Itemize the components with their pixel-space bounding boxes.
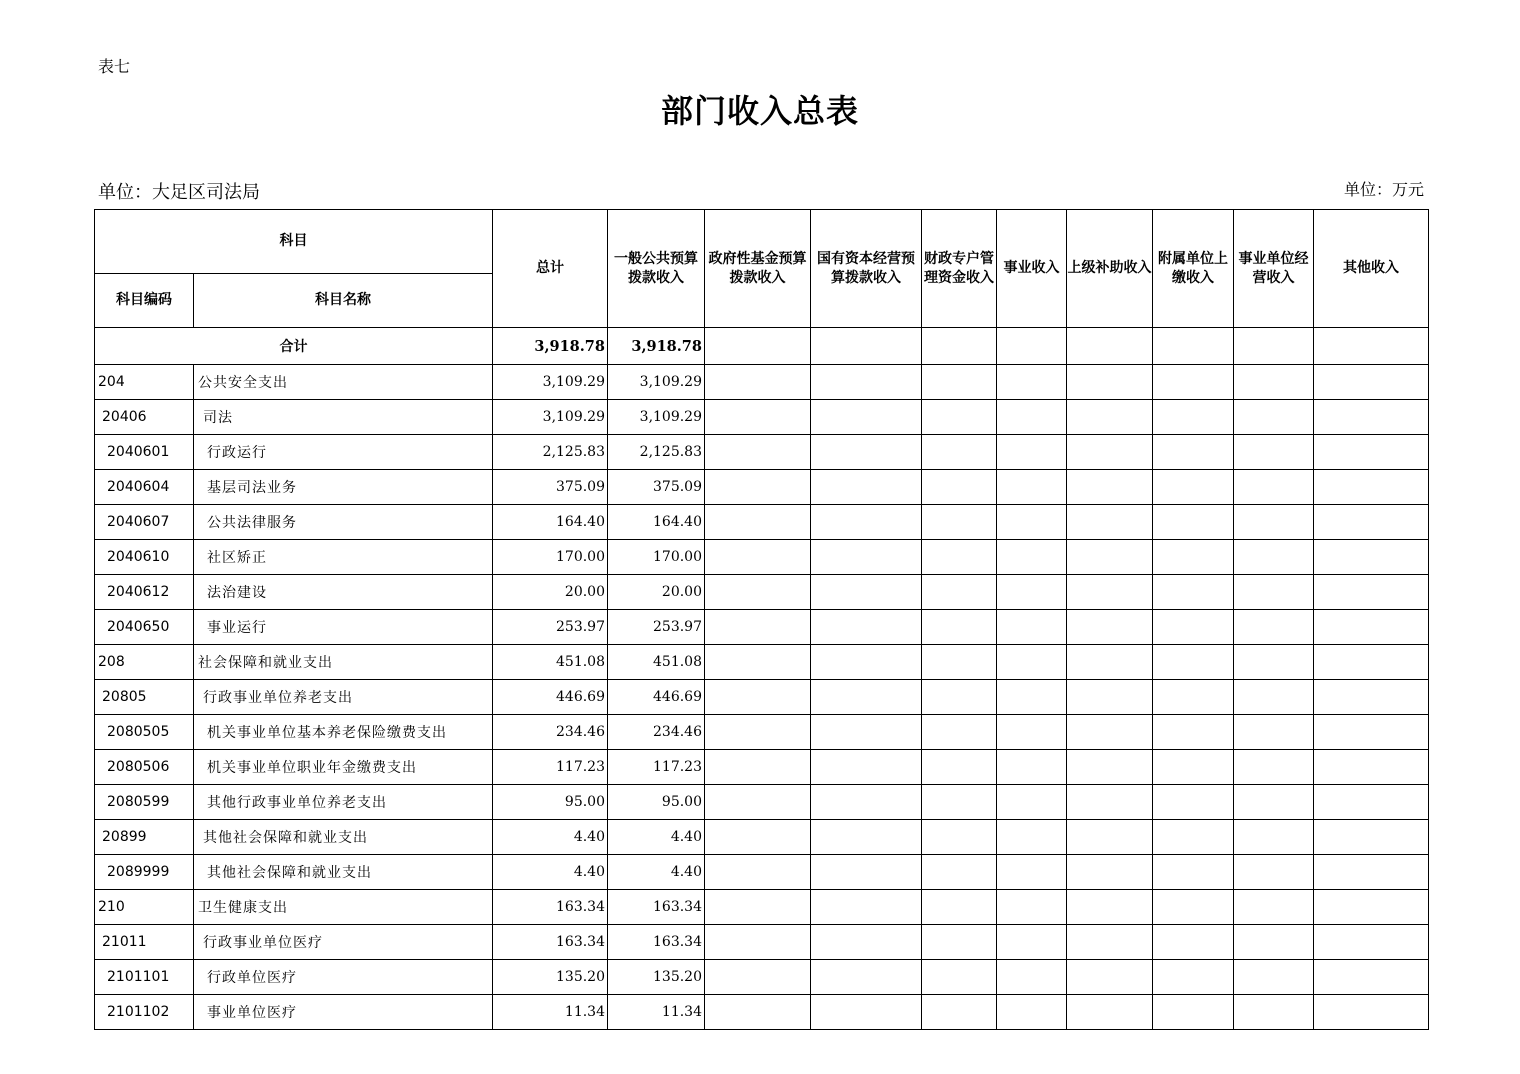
- empty-cell: [922, 820, 997, 855]
- empty-cell: [997, 960, 1067, 995]
- empty-cell: [1153, 925, 1234, 960]
- empty-cell: [922, 610, 997, 645]
- subject-code-cell: 208: [95, 645, 194, 680]
- empty-cell: [997, 925, 1067, 960]
- subject-name-cell: 其他社会保障和就业支出: [194, 820, 493, 855]
- subject-name-cell: 事业运行: [194, 610, 493, 645]
- empty-cell: [997, 890, 1067, 925]
- empty-cell: [1234, 610, 1314, 645]
- subject-name-cell: 行政单位医疗: [194, 960, 493, 995]
- general-budget-cell: 2,125.83: [608, 435, 705, 470]
- empty-cell: [1314, 925, 1429, 960]
- subject-code-cell: 210: [95, 890, 194, 925]
- empty-cell: [1153, 610, 1234, 645]
- subject-code-cell: 2040601: [95, 435, 194, 470]
- subject-code-cell: 2040650: [95, 610, 194, 645]
- table-row: [95, 505, 1429, 540]
- subject-code-cell: 20805: [95, 680, 194, 715]
- empty-cell: [1067, 505, 1153, 540]
- total-cell: 163.34: [493, 925, 608, 960]
- empty-cell: [922, 470, 997, 505]
- empty-cell: [705, 610, 811, 645]
- empty-cell: [1153, 750, 1234, 785]
- empty-cell: [1153, 680, 1234, 715]
- table-row: [95, 925, 1429, 960]
- total-cell: 3,109.29: [493, 365, 608, 400]
- income-summary-table: [94, 209, 1429, 1030]
- empty-cell: [922, 505, 997, 540]
- table-number: 表七: [98, 57, 131, 76]
- empty-cell: [1067, 960, 1153, 995]
- empty-cell: [1234, 470, 1314, 505]
- general-budget-cell: 20.00: [608, 575, 705, 610]
- empty-cell: [1067, 995, 1153, 1030]
- empty-cell: [1234, 960, 1314, 995]
- subject-code-cell: 2040607: [95, 505, 194, 540]
- empty-cell: [997, 435, 1067, 470]
- general-budget-cell: 446.69: [608, 680, 705, 715]
- empty-cell: [1067, 435, 1153, 470]
- empty-cell: [1314, 680, 1429, 715]
- empty-cell: [997, 645, 1067, 680]
- empty-cell: [1234, 785, 1314, 820]
- header-subject-name: 科目名称: [194, 274, 493, 328]
- empty-cell: [705, 750, 811, 785]
- empty-cell: [922, 960, 997, 995]
- total-label: 合计: [95, 328, 493, 365]
- empty-cell: [1314, 785, 1429, 820]
- header-superior-subsidy: 上级补助收入: [1067, 210, 1153, 328]
- general-budget-cell: 163.34: [608, 925, 705, 960]
- subject-name-cell: 法治建设: [194, 575, 493, 610]
- empty-cell: [1234, 715, 1314, 750]
- subject-name-cell: 公共法律服务: [194, 505, 493, 540]
- total-cell: 253.97: [493, 610, 608, 645]
- empty-cell: [1314, 715, 1429, 750]
- empty-cell: [1153, 645, 1234, 680]
- empty-cell: [1153, 995, 1234, 1030]
- header-state-capital: 国有资本经营预算拨款收入: [811, 210, 922, 328]
- total-row: [95, 328, 1429, 365]
- page-title: 部门收入总表: [660, 92, 859, 130]
- empty-cell: [1067, 680, 1153, 715]
- empty-cell: [705, 925, 811, 960]
- empty-cell: [1314, 820, 1429, 855]
- empty-cell: [811, 610, 922, 645]
- table-row: [95, 365, 1429, 400]
- empty-cell: [1314, 995, 1429, 1030]
- empty-cell: [1234, 400, 1314, 435]
- total-cell: 170.00: [493, 540, 608, 575]
- subject-code-cell: 2080505: [95, 715, 194, 750]
- empty-cell: [922, 540, 997, 575]
- empty-cell: [1234, 435, 1314, 470]
- total-cell: 117.23: [493, 750, 608, 785]
- subject-code-cell: 2101101: [95, 960, 194, 995]
- empty-cell: [811, 750, 922, 785]
- empty-cell: [811, 575, 922, 610]
- total-cell: 3,109.29: [493, 400, 608, 435]
- empty-cell: [1153, 470, 1234, 505]
- empty-cell: [922, 435, 997, 470]
- table-row: [95, 575, 1429, 610]
- empty-cell: [997, 995, 1067, 1030]
- total-general-budget: 3,918.78: [608, 328, 705, 365]
- table-row: [95, 680, 1429, 715]
- empty-cell: [922, 365, 997, 400]
- table-row: [95, 890, 1429, 925]
- empty-cell: [997, 750, 1067, 785]
- empty-cell: [922, 680, 997, 715]
- subject-name-cell: 卫生健康支出: [194, 890, 493, 925]
- subject-name-cell: 公共安全支出: [194, 365, 493, 400]
- empty-cell: [1234, 995, 1314, 1030]
- empty-cell: [1234, 680, 1314, 715]
- empty-cell: [997, 820, 1067, 855]
- empty-cell: [922, 750, 997, 785]
- empty-cell: [811, 400, 922, 435]
- empty-cell: [705, 995, 811, 1030]
- empty-cell: [811, 925, 922, 960]
- empty-cell: [1153, 365, 1234, 400]
- empty-cell: [1153, 400, 1234, 435]
- empty-cell: [1067, 750, 1153, 785]
- empty-cell: [1067, 820, 1153, 855]
- empty-cell: [1314, 575, 1429, 610]
- empty-cell: [1234, 855, 1314, 890]
- general-budget-cell: 3,109.29: [608, 365, 705, 400]
- empty-cell: [1234, 750, 1314, 785]
- subject-code-cell: 2040604: [95, 470, 194, 505]
- general-budget-cell: 253.97: [608, 610, 705, 645]
- empty-cell: [1234, 925, 1314, 960]
- empty-cell: [1067, 890, 1153, 925]
- header-other-income: 其他收入: [1314, 210, 1429, 328]
- empty-cell: [811, 995, 922, 1030]
- empty-cell: [811, 855, 922, 890]
- empty-cell: [811, 470, 922, 505]
- empty-cell: [1067, 610, 1153, 645]
- subject-name-cell: 机关事业单位职业年金缴费支出: [194, 750, 493, 785]
- empty-cell: [705, 890, 811, 925]
- total-cell: 234.46: [493, 715, 608, 750]
- unit-currency: 单位：万元: [1343, 180, 1424, 199]
- empty-cell: [1234, 365, 1314, 400]
- subject-code-cell: 2040610: [95, 540, 194, 575]
- empty-cell: [1067, 785, 1153, 820]
- total-cell: 135.20: [493, 960, 608, 995]
- subject-code-cell: 20406: [95, 400, 194, 435]
- general-budget-cell: 117.23: [608, 750, 705, 785]
- general-budget-cell: 164.40: [608, 505, 705, 540]
- table-row: [95, 645, 1429, 680]
- empty-cell: [997, 575, 1067, 610]
- empty-cell: [997, 785, 1067, 820]
- general-budget-cell: 3,109.29: [608, 400, 705, 435]
- empty-cell: [997, 715, 1067, 750]
- empty-cell: [811, 540, 922, 575]
- general-budget-cell: 135.20: [608, 960, 705, 995]
- empty-cell: [705, 365, 811, 400]
- table-row: [95, 855, 1429, 890]
- empty-cell: [811, 960, 922, 995]
- subject-name-cell: 其他行政事业单位养老支出: [194, 785, 493, 820]
- subject-name-cell: 其他社会保障和就业支出: [194, 855, 493, 890]
- empty-cell: [1153, 855, 1234, 890]
- empty-cell: [1314, 890, 1429, 925]
- subject-code-cell: 2080506: [95, 750, 194, 785]
- subject-name-cell: 机关事业单位基本养老保险缴费支出: [194, 715, 493, 750]
- empty-cell: [1153, 785, 1234, 820]
- empty-cell: [922, 995, 997, 1030]
- table-row: [95, 960, 1429, 995]
- empty-cell: [922, 575, 997, 610]
- subject-name-cell: 司法: [194, 400, 493, 435]
- empty-cell: [1153, 540, 1234, 575]
- table-row: [95, 435, 1429, 470]
- empty-cell: [1314, 960, 1429, 995]
- total-cell: 163.34: [493, 890, 608, 925]
- empty-cell: [1067, 855, 1153, 890]
- general-budget-cell: 4.40: [608, 855, 705, 890]
- empty-cell: [705, 470, 811, 505]
- table-row: [95, 785, 1429, 820]
- table-row: [95, 470, 1429, 505]
- empty-cell: [1067, 575, 1153, 610]
- empty-cell: [1153, 575, 1234, 610]
- empty-cell: [705, 540, 811, 575]
- header-general-budget: 一般公共预算拨款收入: [608, 210, 705, 328]
- header-fiscal-special: 财政专户管理资金收入: [922, 210, 997, 328]
- subject-name-cell: 基层司法业务: [194, 470, 493, 505]
- empty-cell: [922, 785, 997, 820]
- subject-code-cell: 2040612: [95, 575, 194, 610]
- subject-name-cell: 行政事业单位医疗: [194, 925, 493, 960]
- empty-cell: [1314, 645, 1429, 680]
- total-cell: 446.69: [493, 680, 608, 715]
- header-affiliated-remit: 附属单位上缴收入: [1153, 210, 1234, 328]
- empty-cell: [1314, 610, 1429, 645]
- empty-cell: [997, 400, 1067, 435]
- total-cell: 4.40: [493, 820, 608, 855]
- empty-cell: [1067, 470, 1153, 505]
- empty-cell: [811, 715, 922, 750]
- empty-cell: [997, 855, 1067, 890]
- subject-code-cell: 20899: [95, 820, 194, 855]
- subject-name-cell: 行政运行: [194, 435, 493, 470]
- header-subject: 科目: [95, 210, 493, 274]
- empty-cell: [1153, 435, 1234, 470]
- empty-cell: [1234, 645, 1314, 680]
- empty-cell: [1153, 890, 1234, 925]
- table-row: [95, 715, 1429, 750]
- empty-cell: [1153, 505, 1234, 540]
- general-budget-cell: 375.09: [608, 470, 705, 505]
- empty-cell: [705, 505, 811, 540]
- empty-cell: [997, 505, 1067, 540]
- empty-cell: [1314, 540, 1429, 575]
- empty-cell: [705, 855, 811, 890]
- empty-cell: [1234, 505, 1314, 540]
- empty-cell: [811, 785, 922, 820]
- empty-cell: [705, 820, 811, 855]
- empty-cell: [1067, 400, 1153, 435]
- empty-cell: [705, 645, 811, 680]
- subject-code-cell: 21011: [95, 925, 194, 960]
- table-row: [95, 400, 1429, 435]
- empty-cell: [1234, 540, 1314, 575]
- header-gov-fund: 政府性基金预算拨款收入: [705, 210, 811, 328]
- empty-cell: [997, 540, 1067, 575]
- empty-cell: [811, 365, 922, 400]
- empty-cell: [705, 400, 811, 435]
- subject-name-cell: 社区矫正: [194, 540, 493, 575]
- empty-cell: [1314, 855, 1429, 890]
- unit-organization: 单位：大足区司法局: [98, 182, 260, 203]
- general-budget-cell: 4.40: [608, 820, 705, 855]
- table-row: [95, 820, 1429, 855]
- empty-cell: [811, 505, 922, 540]
- empty-cell: [705, 960, 811, 995]
- empty-cell: [1153, 820, 1234, 855]
- total-cell: 4.40: [493, 855, 608, 890]
- header-business-income: 事业收入: [997, 210, 1067, 328]
- empty-cell: [1314, 470, 1429, 505]
- empty-cell: [1067, 715, 1153, 750]
- empty-cell: [997, 610, 1067, 645]
- empty-cell: [1314, 435, 1429, 470]
- empty-cell: [1234, 890, 1314, 925]
- total-cell: 20.00: [493, 575, 608, 610]
- empty-cell: [1314, 400, 1429, 435]
- empty-cell: [1234, 820, 1314, 855]
- empty-cell: [922, 400, 997, 435]
- header-subject-code: 科目编码: [95, 274, 194, 328]
- total-cell: 375.09: [493, 470, 608, 505]
- empty-cell: [811, 645, 922, 680]
- subject-name-cell: 行政事业单位养老支出: [194, 680, 493, 715]
- table-row: [95, 995, 1429, 1030]
- empty-cell: [1067, 645, 1153, 680]
- subject-name-cell: 事业单位医疗: [194, 995, 493, 1030]
- general-budget-cell: 95.00: [608, 785, 705, 820]
- empty-cell: [811, 680, 922, 715]
- total-cell: 11.34: [493, 995, 608, 1030]
- subject-code-cell: 2089999: [95, 855, 194, 890]
- subject-name-cell: 社会保障和就业支出: [194, 645, 493, 680]
- empty-cell: [705, 575, 811, 610]
- general-budget-cell: 163.34: [608, 890, 705, 925]
- empty-cell: [1067, 925, 1153, 960]
- empty-cell: [811, 435, 922, 470]
- empty-cell: [811, 820, 922, 855]
- empty-cell: [705, 715, 811, 750]
- empty-cell: [1067, 540, 1153, 575]
- table-row: [95, 610, 1429, 645]
- empty-cell: [922, 645, 997, 680]
- table-row: [95, 750, 1429, 785]
- empty-cell: [1314, 365, 1429, 400]
- header-total: 总计: [493, 210, 608, 328]
- empty-cell: [1314, 750, 1429, 785]
- subject-code-cell: 2101102: [95, 995, 194, 1030]
- empty-cell: [997, 680, 1067, 715]
- empty-cell: [922, 855, 997, 890]
- empty-cell: [997, 470, 1067, 505]
- total-cell: 2,125.83: [493, 435, 608, 470]
- empty-cell: [922, 925, 997, 960]
- header-business-operation: 事业单位经营收入: [1234, 210, 1314, 328]
- empty-cell: [705, 785, 811, 820]
- empty-cell: [922, 890, 997, 925]
- empty-cell: [922, 715, 997, 750]
- empty-cell: [1234, 575, 1314, 610]
- subject-code-cell: 204: [95, 365, 194, 400]
- general-budget-cell: 234.46: [608, 715, 705, 750]
- table-row: [95, 540, 1429, 575]
- total-cell: 451.08: [493, 645, 608, 680]
- empty-cell: [997, 365, 1067, 400]
- empty-cell: [1153, 960, 1234, 995]
- empty-cell: [1153, 715, 1234, 750]
- subject-code-cell: 2080599: [95, 785, 194, 820]
- empty-cell: [811, 890, 922, 925]
- empty-cell: [1314, 505, 1429, 540]
- empty-cell: [1067, 365, 1153, 400]
- empty-cell: [705, 435, 811, 470]
- general-budget-cell: 170.00: [608, 540, 705, 575]
- total-cell: 95.00: [493, 785, 608, 820]
- general-budget-cell: 11.34: [608, 995, 705, 1030]
- total-sum: 3,918.78: [493, 328, 608, 365]
- general-budget-cell: 451.08: [608, 645, 705, 680]
- total-cell: 164.40: [493, 505, 608, 540]
- empty-cell: [705, 680, 811, 715]
